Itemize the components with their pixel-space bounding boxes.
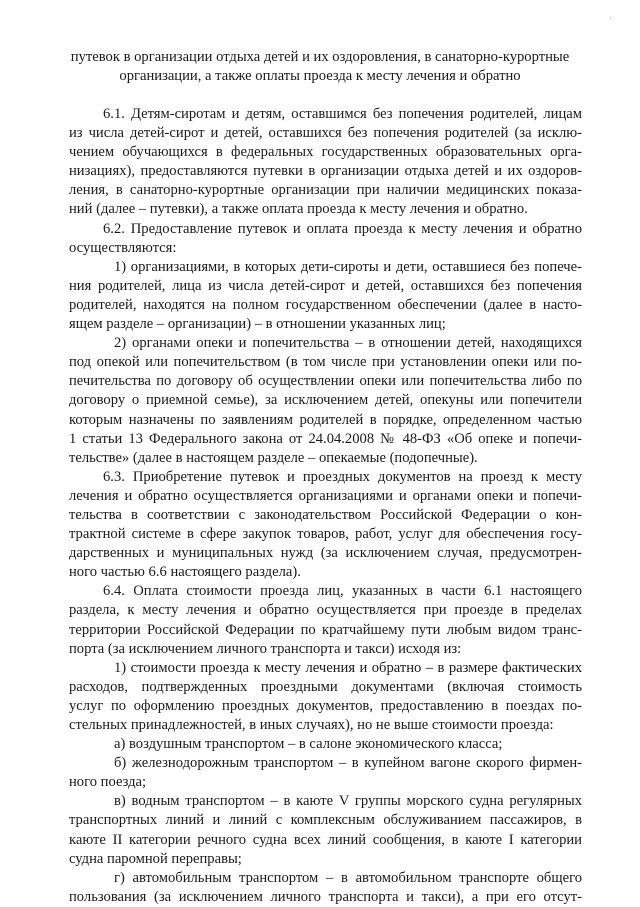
text-line: ний (далее – путевки), а также оплата проезда к месту лечения и обратно. — [69, 201, 528, 218]
text-line: 1) организациями, в которых дети-сироты и дети, оставшиеся без попече- — [114, 258, 582, 275]
text-line: под опекой или попечительством (в том числе при установлении опеки или по- — [69, 354, 582, 371]
text-line: 1 статьи 13 Федерального закона от 24.04.2008 № 48-ФЗ «Об опеке и попечи- — [69, 430, 582, 447]
paragraph — [69, 334, 582, 468]
text-line: родителей, находятся на полном государственном обеспечении (далее в насто- — [69, 296, 582, 313]
text-line: 6.1. Детям-сиротам и детям, оставшимся без попечения родителей, лицам — [103, 106, 582, 122]
heading-line: организации, а также оплаты проезда к месту лечения и обратно — [119, 68, 521, 84]
text-line: 6.3. Приобретение путевок и проездных документов на проезд к месту — [103, 468, 582, 485]
text-line: г) автомобильным транспортом – в автомобильном транспорте общего — [114, 869, 582, 886]
text-line: 1) стоимости проезда к месту лечения и обратно – в размере фактических — [114, 659, 582, 676]
text-line: трактной системе в сфере закупок товаров, работ, услуг для обеспечения госу- — [69, 526, 582, 543]
text-line: из числа детей-сирот и детей, оставшихся без попечения родителей (за исклю- — [69, 125, 582, 142]
text-line: в) водным транспортом – в каюте V группы морского судна регулярных — [114, 793, 582, 810]
text-line: тельстве» (далее в настоящем разделе – опекаемые (подопечные). — [69, 449, 478, 466]
section-heading — [60, 48, 580, 86]
heading-line: путевок в организации отдыха детей и их оздоровления, в санаторно-курортные — [70, 49, 570, 65]
text-line: транспортных линий и линий с комплексным обслуживанием пассажиров, в — [69, 812, 582, 829]
text-line: ного поезда; — [69, 774, 147, 791]
text-line: порта (за исключением личного транспорта и такси) исходя из: — [69, 640, 462, 657]
text-line: тельства в соответствии с законодательством Российской Федерации о кон- — [69, 506, 582, 523]
paragraph — [69, 792, 582, 868]
paragraph — [69, 105, 582, 220]
text-line: 6.4. Оплата стоимости проезда лиц, указанных в части 6.1 настоящего — [103, 583, 582, 600]
text-line: которым назначены по заявлениям родителей в порядке, определенном частью — [69, 411, 582, 428]
paragraph — [69, 468, 582, 583]
text-line: лечения и обратно осуществляется организациями и органами опеки и попечи- — [69, 487, 582, 504]
paragraph — [69, 220, 582, 258]
text-line: ления, в санаторно-курортные организации при наличии медицинских показа- — [69, 182, 582, 199]
text-line: пользования (за исключением личного транспорта и такси), а при его отсут- — [69, 888, 582, 905]
text-line: стельных принадлежностей, в иных случаях), но не выше стоимости проезда: — [69, 717, 554, 733]
corner-mark: · — [609, 14, 612, 23]
text-line: территории Российской Федерации по кратчайшему пути любым видом транс- — [69, 621, 582, 638]
paragraph — [69, 258, 582, 334]
text-line: а) воздушным транспортом – в салоне экономического класса; — [114, 736, 503, 753]
text-line: осуществляются: — [69, 239, 177, 256]
text-line: печительства по договору об осуществлении опеки или попечительства либо по — [69, 373, 582, 390]
paragraph — [69, 754, 582, 792]
text-line: чением обучающихся в федеральных государственных образовательных орга- — [69, 144, 582, 161]
paragraph — [69, 582, 582, 658]
text-line: б) железнодорожным транспортом – в купейном вагоне скорого фирмен- — [114, 755, 582, 772]
text-line: низациях), предоставляются путевки в организации отдыха детей и их оздоров- — [69, 163, 582, 180]
text-line: судна паромной переправы; — [69, 850, 242, 867]
document-body — [69, 105, 582, 907]
text-line: раздела, к месту лечения и обратно осуществляется при проезде в пределах — [69, 602, 582, 619]
text-line: ния родителей, лица из числа детей-сирот и детей, оставшихся без попечения — [69, 277, 582, 294]
paragraph — [69, 659, 582, 735]
text-line: услуг по оформлению проездных документов, предоставлению в поездах по- — [69, 697, 582, 714]
text-line: 6.2. Предоставление путевок и оплата проезда к месту лечения и обратно — [103, 220, 582, 237]
text-line: расходов, подтвержденных проездными документами (включая стоимость — [69, 678, 582, 695]
text-line: договору о приемной семье), за исключением детей, опекуны или попечители — [69, 392, 582, 409]
text-line: ящем разделе – организации) – в отношении указанных лиц; — [69, 316, 446, 333]
text-line: 2) органами опеки и попечительства – в отношении детей, находящихся — [114, 335, 582, 352]
paragraph — [69, 735, 582, 754]
text-line: каюте II категории речного судна всех линий сообщения, в каюте I категории — [69, 831, 582, 848]
paragraph — [69, 869, 582, 907]
text-line: дарственных и муниципальных нужд (за исключением случая, предусмотрен- — [69, 545, 582, 562]
text-line: ного частью 6.6 настоящего раздела). — [69, 564, 301, 581]
